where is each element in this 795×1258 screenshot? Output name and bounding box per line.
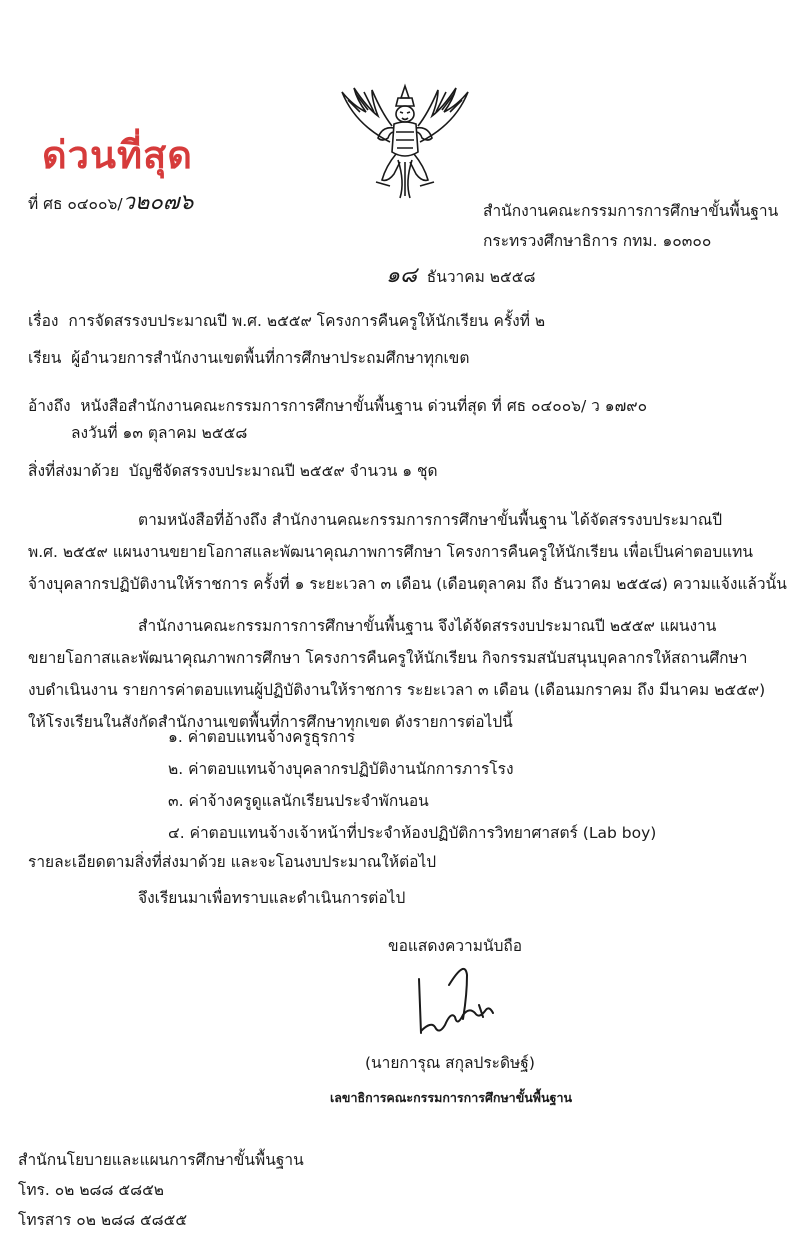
footer-fax: โทรสาร ๐๒ ๒๘๘ ๕๘๕๕ [18, 1211, 188, 1229]
recipient-label: เรียน [28, 349, 62, 367]
reference-label: อ้างถึง [28, 397, 71, 415]
date-month-year: ธันวาคม ๒๕๕๘ [426, 268, 536, 286]
urgency-stamp: ด่วนที่สุด [42, 133, 193, 177]
list-item: ๓. ค่าจ้างครูดูแลนักเรียนประจำพักนอน [168, 792, 429, 810]
footer-phone: โทร. ๐๒ ๒๘๘ ๕๘๕๒ [18, 1181, 165, 1199]
body-paragraph-2 [28, 610, 776, 738]
reference-date: ลงวันที่ ๑๓ ตุลาคม ๒๕๕๘ [71, 424, 248, 442]
document-date [386, 263, 536, 288]
paragraph-line: สำนักงานคณะกรรมการการศึกษาขั้นพื้นฐาน จึงได้จัดสรรงบประมาณปี ๒๕๕๙ แผนงาน [138, 617, 717, 635]
detail-line: รายละเอียดตามสิ่งที่ส่งมาด้วย และจะโอนงบประมาณให้ต่อไป [28, 853, 437, 871]
list-item: ๔. ค่าตอบแทนจ้างเจ้าหน้าที่ประจำห้องปฏิบัติการวิทยาศาสตร์ (Lab boy) [168, 824, 657, 842]
closing-line: จึงเรียนมาเพื่อทราบและดำเนินการต่อไป [138, 889, 406, 907]
list-item: ๒. ค่าตอบแทนจ้างบุคลากรปฏิบัติงานนักการภารโรง [168, 760, 514, 778]
paragraph-line: พ.ศ. ๒๕๕๙ แผนงานขยายโอกาสและพัฒนาคุณภาพการศึกษา โครงการคืนครูให้นักเรียน เพื่อเป็นค่าตอบแทน [28, 543, 753, 561]
paragraph-line: ตามหนังสือที่อ้างถึง สำนักงานคณะกรรมการการศึกษาขั้นพื้นฐาน ได้จัดสรรงบประมาณปี [138, 511, 723, 529]
enclosure-line [28, 461, 438, 481]
subject-line [28, 311, 545, 331]
paragraph-line: ขยายโอกาสและพัฒนาคุณภาพการศึกษา โครงการคืนครูให้นักเรียน กิจกรรมสนับสนุนบุคลากรให้สถานศึกษา [28, 649, 748, 667]
subject-label: เรื่อง [28, 312, 59, 330]
office-name: สำนักงานคณะกรรมการการศึกษาขั้นพื้นฐาน [483, 202, 779, 220]
enclosure-text: บัญชีจัดสรรงบประมาณปี ๒๕๕๙ จำนวน ๑ ชุด [128, 462, 438, 480]
signatory-name: (นายการุณ สกุลประดิษฐ์) [365, 1054, 535, 1072]
document-number [28, 190, 194, 215]
date-day-handwritten: ๑๘ [386, 263, 417, 288]
signatory-position: เลขาธิการคณะกรรมการการศึกษาขั้นพื้นฐาน [330, 1090, 573, 1105]
reference-line [28, 396, 647, 416]
enclosure-label: สิ่งที่ส่งมาด้วย [28, 462, 120, 480]
footer-department: สำนักนโยบายและแผนการศึกษาขั้นพื้นฐาน [18, 1151, 304, 1169]
body-paragraph-1 [28, 504, 787, 600]
paragraph-line: งบดำเนินงาน รายการค่าตอบแทนผู้ปฏิบัติงานให้ราชการ ระยะเวลา ๓ เดือน (เดือนมกราคม ถึง มีนาคม ๒๕๕๙) [28, 681, 766, 699]
handwritten-signature [405, 955, 505, 1045]
office-address: กระทรวงศึกษาธิการ กทม. ๑๐๓๐๐ [483, 232, 712, 250]
document-number-prefix: ที่ ศธ ๐๔๐๐๖/ [28, 195, 123, 213]
paragraph-line: ให้โรงเรียนในสังกัดสำนักงานเขตพื้นที่การศึกษาทุกเขต ดังรายการต่อไปนี้ [28, 713, 513, 731]
garuda-emblem-icon [330, 82, 480, 202]
document-number-handwritten: ว๒๐๗๖ [122, 190, 194, 215]
reference-text: หนังสือสำนักงานคณะกรรมการการศึกษาขั้นพื้นฐาน ด่วนที่สุด ที่ ศธ ๐๔๐๐๖/ ว ๑๗๙๐ [80, 397, 648, 415]
regards-line: ขอแสดงความนับถือ [388, 937, 523, 955]
recipient-line [28, 348, 469, 368]
subject-text: การจัดสรรงบประมาณปี พ.ศ. ๒๕๕๙ โครงการคืนครูให้นักเรียน ครั้งที่ ๒ [68, 312, 546, 330]
paragraph-line: จ้างบุคลากรปฏิบัติงานให้ราชการ ครั้งที่ ๑ ระยะเวลา ๓ เดือน (เดือนตุลาคม ถึง ธันวาคม ๒๕๕๘) ความแจ้งแล้วนั้น [28, 575, 787, 593]
recipient-text: ผู้อำนวยการสำนักงานเขตพื้นที่การศึกษาประถมศึกษาทุกเขต [71, 349, 470, 367]
list-item: ๑. ค่าตอบแทนจ้างครูธุรการ [168, 728, 356, 746]
